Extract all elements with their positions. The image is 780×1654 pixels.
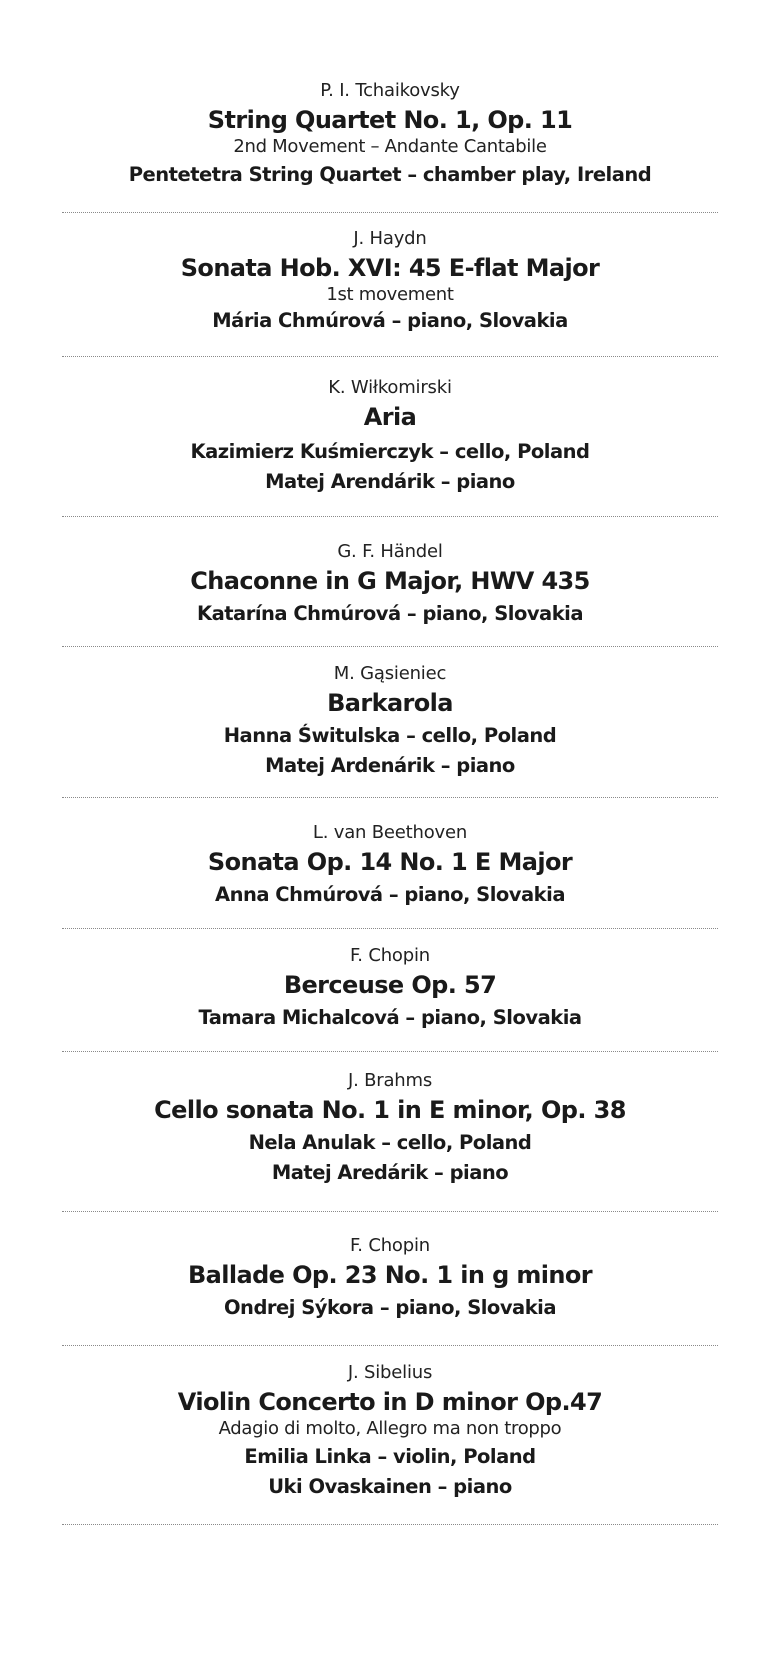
composer-name: P. I. Tchaikovsky bbox=[320, 80, 460, 101]
performer-line: Ondrej Sýkora – piano, Slovakia bbox=[223, 1296, 556, 1319]
program-item bbox=[62, 517, 718, 647]
composer-name: M. Gąsieniec bbox=[333, 663, 447, 684]
performer-line: Katarína Chmúrová – piano, Slovakia bbox=[196, 602, 584, 625]
work-title: Berceuse Op. 57 bbox=[283, 971, 497, 999]
work-title: Violin Concerto in D minor Op.47 bbox=[177, 1388, 603, 1416]
performer-line: Kazimierz Kuśmierczyk – cello, Poland bbox=[190, 440, 590, 463]
work-title: Cello sonata No. 1 in E minor, Op. 38 bbox=[154, 1096, 626, 1124]
performer-line: Emilia Linka – violin, Poland bbox=[244, 1445, 536, 1468]
program-item bbox=[62, 1212, 718, 1346]
composer-name: F. Chopin bbox=[350, 1235, 430, 1256]
work-title: String Quartet No. 1, Op. 11 bbox=[207, 106, 573, 134]
performer-line: Tamara Michalcová – piano, Slovakia bbox=[198, 1006, 582, 1029]
program-item bbox=[62, 1052, 718, 1212]
work-title: Ballade Op. 23 No. 1 in g minor bbox=[187, 1261, 593, 1289]
performer-line: Uki Ovaskainen – piano bbox=[268, 1475, 512, 1498]
program-item bbox=[62, 929, 718, 1052]
program-item bbox=[62, 798, 718, 929]
performer-line: Matej Aredárik – piano bbox=[271, 1161, 509, 1184]
composer-name: K. Wiłkomirski bbox=[328, 377, 452, 398]
composer-name: L. van Beethoven bbox=[312, 822, 468, 843]
performer-line: Anna Chmúrová – piano, Slovakia bbox=[215, 883, 565, 906]
performer-line: Pentetetra String Quartet – chamber play, Ireland bbox=[128, 163, 652, 186]
concert-program bbox=[62, 78, 718, 1525]
composer-name: F. Chopin bbox=[350, 945, 430, 966]
program-item bbox=[62, 78, 718, 213]
performer-line: Nela Anulak – cello, Poland bbox=[248, 1131, 532, 1154]
work-title: Sonata Op. 14 No. 1 E Major bbox=[207, 848, 573, 876]
composer-name: G. F. Händel bbox=[337, 541, 443, 562]
movement-title: 1st movement bbox=[326, 284, 454, 305]
performer-line: Hanna Świtulska – cello, Poland bbox=[223, 724, 557, 747]
performer-line: Mária Chmúrová – piano, Slovakia bbox=[212, 309, 568, 332]
program-item bbox=[62, 1346, 718, 1525]
composer-name: J. Haydn bbox=[353, 228, 427, 249]
movement-title: Adagio di molto, Allegro ma non troppo bbox=[218, 1418, 562, 1439]
performer-line: Matej Ardenárik – piano bbox=[265, 754, 515, 777]
work-title: Chaconne in G Major, HWV 435 bbox=[190, 567, 590, 595]
work-title: Sonata Hob. XVI: 45 E-flat Major bbox=[180, 254, 600, 282]
work-title: Barkarola bbox=[327, 689, 453, 717]
composer-name: J. Sibelius bbox=[347, 1362, 433, 1383]
work-title: Aria bbox=[363, 403, 417, 431]
composer-name: J. Brahms bbox=[347, 1070, 433, 1091]
program-item bbox=[62, 213, 718, 357]
movement-title: 2nd Movement – Andante Cantabile bbox=[233, 136, 547, 157]
program-item bbox=[62, 647, 718, 798]
program-item bbox=[62, 357, 718, 517]
performer-line: Matej Arendárik – piano bbox=[265, 470, 515, 493]
